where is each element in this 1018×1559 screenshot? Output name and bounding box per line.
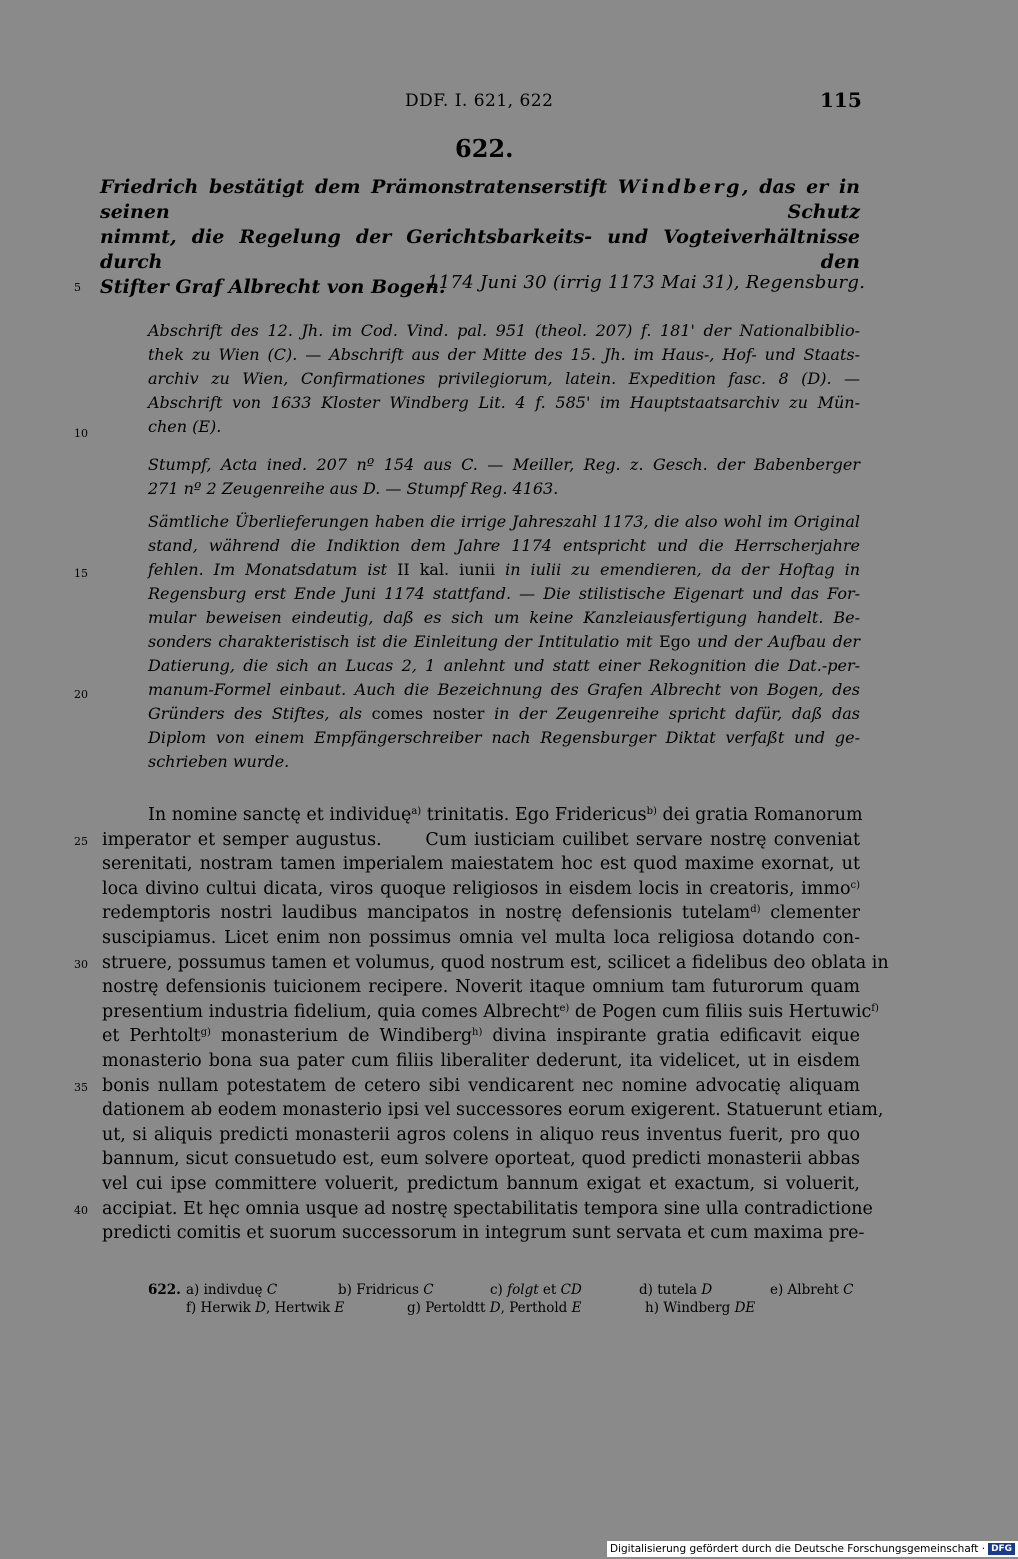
regest-line: nimmt, die Regelung der Gerichtsbarkeits- und Vogteiverhältnisse durch den: [100, 226, 860, 273]
footnote-g: [407, 1299, 581, 1317]
footnote-marker: a): [411, 806, 422, 817]
commentary-line: Datierung, die sich an Lucas 2, 1 anlehnt und statt einer Rekognition die Dat.-per-: [148, 656, 860, 675]
charter-line: serenitati, nostram tamen imperialem maiestatem hoc est quod maxime exornat, ut: [102, 854, 860, 875]
line-number: 30: [74, 958, 88, 971]
commentary-text: in iulii zu emendieren, da der Hoftag in: [495, 560, 860, 579]
footnote-text: f) Herwik: [186, 1300, 256, 1316]
footnote-siglum: CD: [560, 1282, 582, 1298]
charter-text-part: monasterium de Windiberg: [210, 1026, 473, 1047]
commentary-line: Regensburg erst Ende Juni 1174 stattfand. — Die stilistische Eigenart und das For-: [148, 584, 860, 603]
footnote-marker: b): [646, 806, 657, 817]
page-number: 115: [820, 88, 862, 112]
line-number: 25: [74, 835, 88, 848]
footnote-b: [338, 1281, 434, 1299]
footnote-c: [490, 1281, 582, 1299]
charter-line: struere, possumus tamen et volumus, quod nostrum est, scilicet a fidelibus deo oblata in: [102, 952, 889, 973]
footnote-a: [186, 1281, 277, 1299]
commentary-line: [148, 558, 860, 582]
editions-paragraph: [148, 453, 860, 501]
line-number: 40: [74, 1204, 88, 1217]
footnotes: [148, 1281, 862, 1317]
running-title: DDF. I. 621, 622: [405, 91, 554, 111]
footnote-row: [148, 1281, 862, 1299]
commentary-quote: comes noster: [371, 704, 485, 723]
commentary-quote: II kal. iunii: [397, 560, 496, 579]
regest-line: Stifter Graf Albrecht von Bogen.: [100, 276, 446, 298]
commentary-paragraph: [148, 510, 860, 774]
charter-text-part: loca divino cultui dicata, viros quoque religiosos in eisdem locis in creatoris, immo: [102, 878, 851, 899]
footnote-text: b) Fridricus: [338, 1282, 424, 1298]
charter-line: [102, 901, 860, 926]
document-number: 622.: [455, 134, 514, 163]
tradition-line: archiv zu Wien, Confirmationes privilegiorum, latein. Expedition fasc. 8 (D). —: [148, 369, 860, 388]
charter-text-part: dei gratia Romanorum: [656, 805, 863, 825]
footnote-marker: e): [559, 1002, 570, 1014]
footnote-siglum: folgt: [507, 1282, 539, 1298]
line-number: 5: [74, 281, 81, 294]
charter-text-part: de Pogen cum filiis suis Hertuwic: [569, 1001, 872, 1022]
charter-text-part: redemptoris nostri laudibus mancipatos in nostrę defensionis tutelam: [102, 903, 751, 924]
footnote-label: 622.: [148, 1282, 181, 1298]
charter-line: nostrę defensionis tuicionem recipere. Noverit itaque omnium tam futurorum quam: [102, 977, 860, 998]
charter-text-part: divina inspirante gratia edificavit eique: [482, 1026, 860, 1047]
regest-text: , das er in seinen Schutz: [100, 176, 860, 223]
commentary-quote: Ego: [658, 632, 691, 651]
tradition-line: thek zu Wien (C). — Abschrift aus der Mitte des 15. Jh. im Haus-, Hof- und Staats-: [148, 345, 860, 364]
regest-line: [100, 175, 860, 225]
commentary-line: Sämtliche Überlieferungen haben die irrige Jahreszahl 1173, die also wohl im Original: [148, 512, 860, 531]
commentary-text: in der Zeugenreihe spricht dafür, daß das: [484, 704, 861, 723]
charter-text-part: et Perhtolt: [102, 1026, 201, 1047]
footnote-text: g) Pertoldtt: [407, 1300, 490, 1316]
commentary-line: stand, während die Indiktion dem Jahre 1174 entspricht und die Herrscherjahre: [148, 536, 860, 555]
footnote-row: [148, 1299, 862, 1317]
charter-line: [102, 803, 863, 828]
line-number: 20: [74, 688, 88, 701]
commentary-line: mular beweisen eindeutig, daß es sich um keine Kanzleiausfertigung handelt. Be-: [148, 608, 860, 627]
tradition-paragraph: [148, 319, 860, 439]
footnote-f: [186, 1299, 344, 1317]
charter-line: suscipiamus. Licet enim non possimus omnia vel multa loca religiosa dotando con-: [102, 927, 860, 948]
footnote-marker: f): [871, 1002, 879, 1014]
charter-line: predicti comitis et suorum successorum in integrum sunt servata et cum maxima pre-: [102, 1223, 865, 1244]
charter-line: vel cui ipse committere voluerit, predictum bannum exigat et exactum, si voluerit,: [102, 1173, 860, 1194]
commentary-line: Diplom von einem Empfängerschreiber nach Regensburger Diktat verfaßt und ge-: [148, 728, 860, 747]
commentary-text: fehlen. Im Monatsdatum ist: [148, 560, 398, 579]
charter-line: imperator et semper augustus. Cum iusticiam cuilibet servare nostrę conveniat: [102, 829, 860, 850]
funding-footer: [607, 1541, 1018, 1557]
charter-line: bannum, sicut consuetudo est, eum solvere oporteat, quod predicti monasterii abbas: [102, 1149, 860, 1170]
charter-text-part: clementer: [760, 903, 860, 924]
charter-text-part: presentium industria fidelium, quia comes Albrecht: [102, 1001, 560, 1022]
footnote-text: et: [538, 1282, 561, 1298]
editions-line: 271 nº 2 Zeugenreihe aus D. — Stumpf Reg. 4163.: [148, 479, 559, 498]
commentary-text: sonders charakteristisch ist die Einleitung der Intitulatio mit: [148, 632, 659, 651]
footnote-marker: d): [750, 904, 761, 916]
footnote-marker: g): [200, 1027, 211, 1039]
charter-line: accipiat. Et hęc omnia usque ad nostrę spectabilitatis tempora sine ulla contradictione: [102, 1198, 873, 1219]
commentary-line: [148, 630, 860, 654]
footnote-text: e) Albreht: [770, 1282, 844, 1298]
tradition-line: Abschrift des 12. Jh. im Cod. Vind. pal. 951 (theol. 207) f. 181' der Nationalbiblio-: [148, 321, 860, 340]
footnote-text: a) indivduę: [186, 1282, 267, 1298]
commentary-text: Gründers des Stiftes, als: [148, 704, 372, 723]
footnote-marker: h): [472, 1027, 483, 1039]
dfg-logo-icon: DFG: [988, 1543, 1015, 1555]
charter-line: [102, 1024, 860, 1049]
charter-line: dationem ab eodem monasterio ipsi vel successores eorum exigerent. Statuerunt etiam,: [102, 1100, 884, 1121]
charter-text-part: trinitatis. Ego Fridericus: [421, 805, 647, 825]
footnote-h: [645, 1299, 755, 1317]
editions-line: Stumpf, Acta ined. 207 nº 154 aus C. — Meiller, Reg. z. Gesch. der Babenberger: [148, 455, 860, 474]
commentary-line: [148, 702, 860, 726]
commentary-line: manum-Formel einbaut. Auch die Bezeichnung des Grafen Albrecht von Bogen, des: [148, 680, 860, 699]
footnote-siglum: E: [334, 1300, 345, 1316]
footnote-text: , Perthold: [500, 1300, 572, 1316]
footnote-siglum: D: [489, 1300, 501, 1316]
funding-text: Digitalisierung gefördert durch die Deutsche Forschungsgemeinschaft ·: [610, 1543, 986, 1555]
regest-place-name: Windberg: [617, 176, 742, 198]
footnote-text: d) tutela: [639, 1282, 702, 1298]
footnote-text: , Hertwik: [265, 1300, 335, 1316]
charter-line: bonis nullam potestatem de cetero sibi vendicarent nec nomine advocatię aliquam: [102, 1075, 860, 1096]
footnote-siglum: D: [255, 1300, 266, 1316]
line-number: 35: [74, 1081, 88, 1094]
charter-line: [102, 877, 860, 902]
regest-text: Friedrich bestätigt dem Prämonstratenserstift: [100, 176, 618, 198]
charter-line: monasterio bona sua pater cum filiis liberaliter dederunt, ita videlicet, ut in eisdem: [102, 1050, 860, 1071]
commentary-text: und der Aufbau der: [690, 632, 861, 651]
footnote-siglum: D: [701, 1282, 713, 1298]
line-number: 15: [74, 567, 88, 580]
tradition-line: Abschrift von 1633 Kloster Windberg Lit. 4 f. 585' im Hauptstaatsarchiv zu Mün-: [148, 393, 860, 412]
footnote-siglum: E: [571, 1300, 582, 1316]
line-number: 10: [74, 427, 88, 440]
footnote-text: c): [490, 1282, 508, 1298]
footnote-siglum: C: [843, 1282, 854, 1298]
charter-text-part: In nomine sanctę et individuę: [148, 805, 412, 825]
footnote-siglum: DE: [734, 1300, 756, 1316]
footnote-e: [770, 1281, 853, 1299]
footnote-siglum: C: [423, 1282, 434, 1298]
footnote-d: [639, 1281, 712, 1299]
footnote-marker: c): [850, 879, 860, 891]
charter-line: ut, si aliquis predicti monasterii agros colens in aliquo reus inventus fuerit, pro quo: [102, 1124, 860, 1145]
charter-text: [102, 803, 889, 1246]
charter-line: [102, 1000, 879, 1025]
dateline: 1174 Juni 30 (irrig 1173 Mai 31), Regensburg.: [427, 272, 866, 293]
footnote-siglum: C: [266, 1282, 278, 1298]
tradition-line: chen (E).: [148, 417, 222, 436]
commentary-line: schrieben wurde.: [148, 752, 290, 771]
footnote-text: h) Windberg: [645, 1300, 735, 1316]
